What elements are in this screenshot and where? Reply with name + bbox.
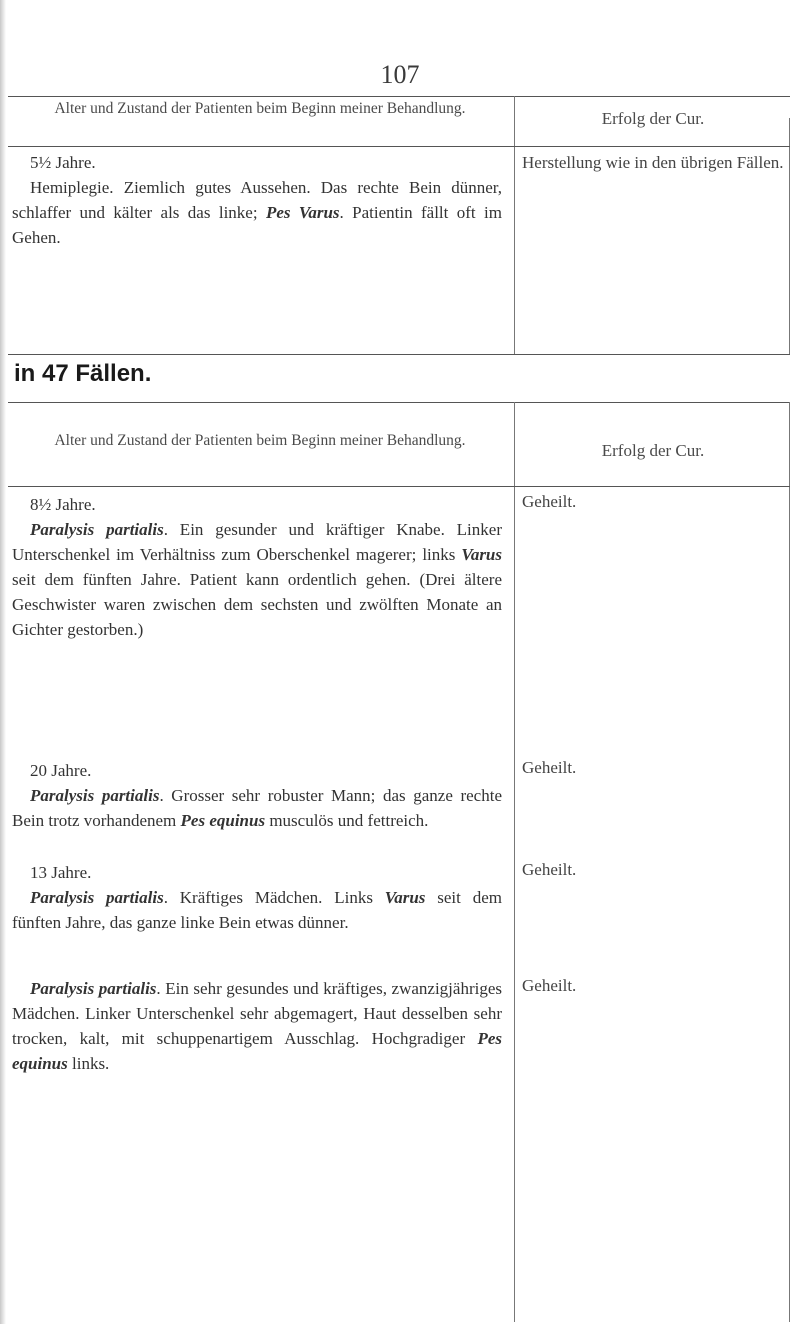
table2-row xyxy=(12,758,502,833)
page-number: 107 xyxy=(380,60,420,89)
table1-column-divider xyxy=(514,96,515,354)
section-heading: in 47 Fällen. xyxy=(14,360,152,387)
table2-row xyxy=(12,492,502,642)
table2-top-rule xyxy=(8,402,790,403)
row-term: Pes equinus xyxy=(12,1029,502,1073)
row-term: Varus xyxy=(461,545,502,564)
row-text-a: . Kräftiges Mädchen. Links xyxy=(163,888,385,907)
table1-result: Herstellung wie in den übrigen Fällen. xyxy=(522,153,784,172)
table2-header-rule xyxy=(8,486,790,487)
row-description xyxy=(12,783,502,833)
table1-header-left: Alter und Zustand der Patienten beim Beginn meiner Behandlung. xyxy=(54,100,466,117)
table1-text-a: Hemiplegie. Ziemlich gutes Aussehen. Das rechte Bein dünner, schlaffer und kälter als das linke; xyxy=(12,178,502,222)
row-result: Geheilt. xyxy=(522,758,577,777)
table1-text-b: . Patientin fällt oft im Gehen. xyxy=(12,203,502,247)
table2-header-right: Erfolg der Cur. xyxy=(601,441,705,460)
row-text-b: musculös und fettreich. xyxy=(265,811,429,830)
row-text-a: . Ein sehr gesundes und kräftiges, zwanzigjähriges Mädchen. Linker Unterschenkel sehr abgemagert, Haut desselben sehr trocken, kalt, mit schuppenartigem Ausschlag. Hochgradiger xyxy=(12,979,502,1048)
row-diagnosis: Paralysis partialis xyxy=(30,979,157,998)
table1-top-rule xyxy=(8,96,790,97)
row-description xyxy=(12,885,502,935)
scan-edge xyxy=(0,0,6,1324)
row-age: 8½ Jahre. xyxy=(30,495,96,514)
row-age: 20 Jahre. xyxy=(30,761,92,780)
row-text-b: seit dem fünften Jahre, das ganze linke Bein etwas dünner. xyxy=(12,888,502,932)
row-term: Varus xyxy=(384,888,426,907)
table1-row xyxy=(12,150,502,250)
row-description xyxy=(12,517,502,642)
table2-column-divider xyxy=(514,402,515,1322)
table1-right-edge xyxy=(789,118,790,354)
row-age: 13 Jahre. xyxy=(30,863,92,882)
row-result: Geheilt. xyxy=(522,492,577,511)
table2-row xyxy=(12,860,502,935)
row-description xyxy=(12,976,502,1076)
table2-right-edge xyxy=(789,402,790,1322)
row-text-a: . Ein gesunder und kräftiger Knabe. Linker Unterschenkel im Verhältniss zum Oberschenkel magerer; links xyxy=(12,520,502,564)
row-term: Pes equinus xyxy=(180,811,266,830)
table1-header-rule xyxy=(8,146,790,147)
row-text-a: . Grosser sehr robuster Mann; das ganze rechte Bein trotz vorhandenem xyxy=(12,786,502,830)
row-result: Geheilt. xyxy=(522,976,577,995)
table2-row xyxy=(12,976,502,1076)
table1-term: Pes Varus xyxy=(265,203,340,222)
table1-bottom-rule xyxy=(8,354,790,355)
row-text-b: seit dem fünften Jahre. Patient kann ordentlich gehen. (Drei ältere Geschwister waren zwischen dem sechsten und zwölften Monate an Gichter gestorben.) xyxy=(12,570,502,639)
table2-header-left: Alter und Zustand der Patienten beim Beginn meiner Behandlung. xyxy=(54,432,466,449)
table1-age: 5½ Jahre. xyxy=(30,153,96,172)
row-diagnosis: Paralysis partialis xyxy=(30,888,164,907)
row-text-b: links. xyxy=(67,1054,110,1073)
row-diagnosis: Paralysis partialis xyxy=(30,520,164,539)
row-diagnosis: Paralysis partialis xyxy=(30,786,160,805)
row-result: Geheilt. xyxy=(522,860,577,879)
table1-description xyxy=(12,175,502,250)
table1-header-right: Erfolg der Cur. xyxy=(601,109,705,128)
